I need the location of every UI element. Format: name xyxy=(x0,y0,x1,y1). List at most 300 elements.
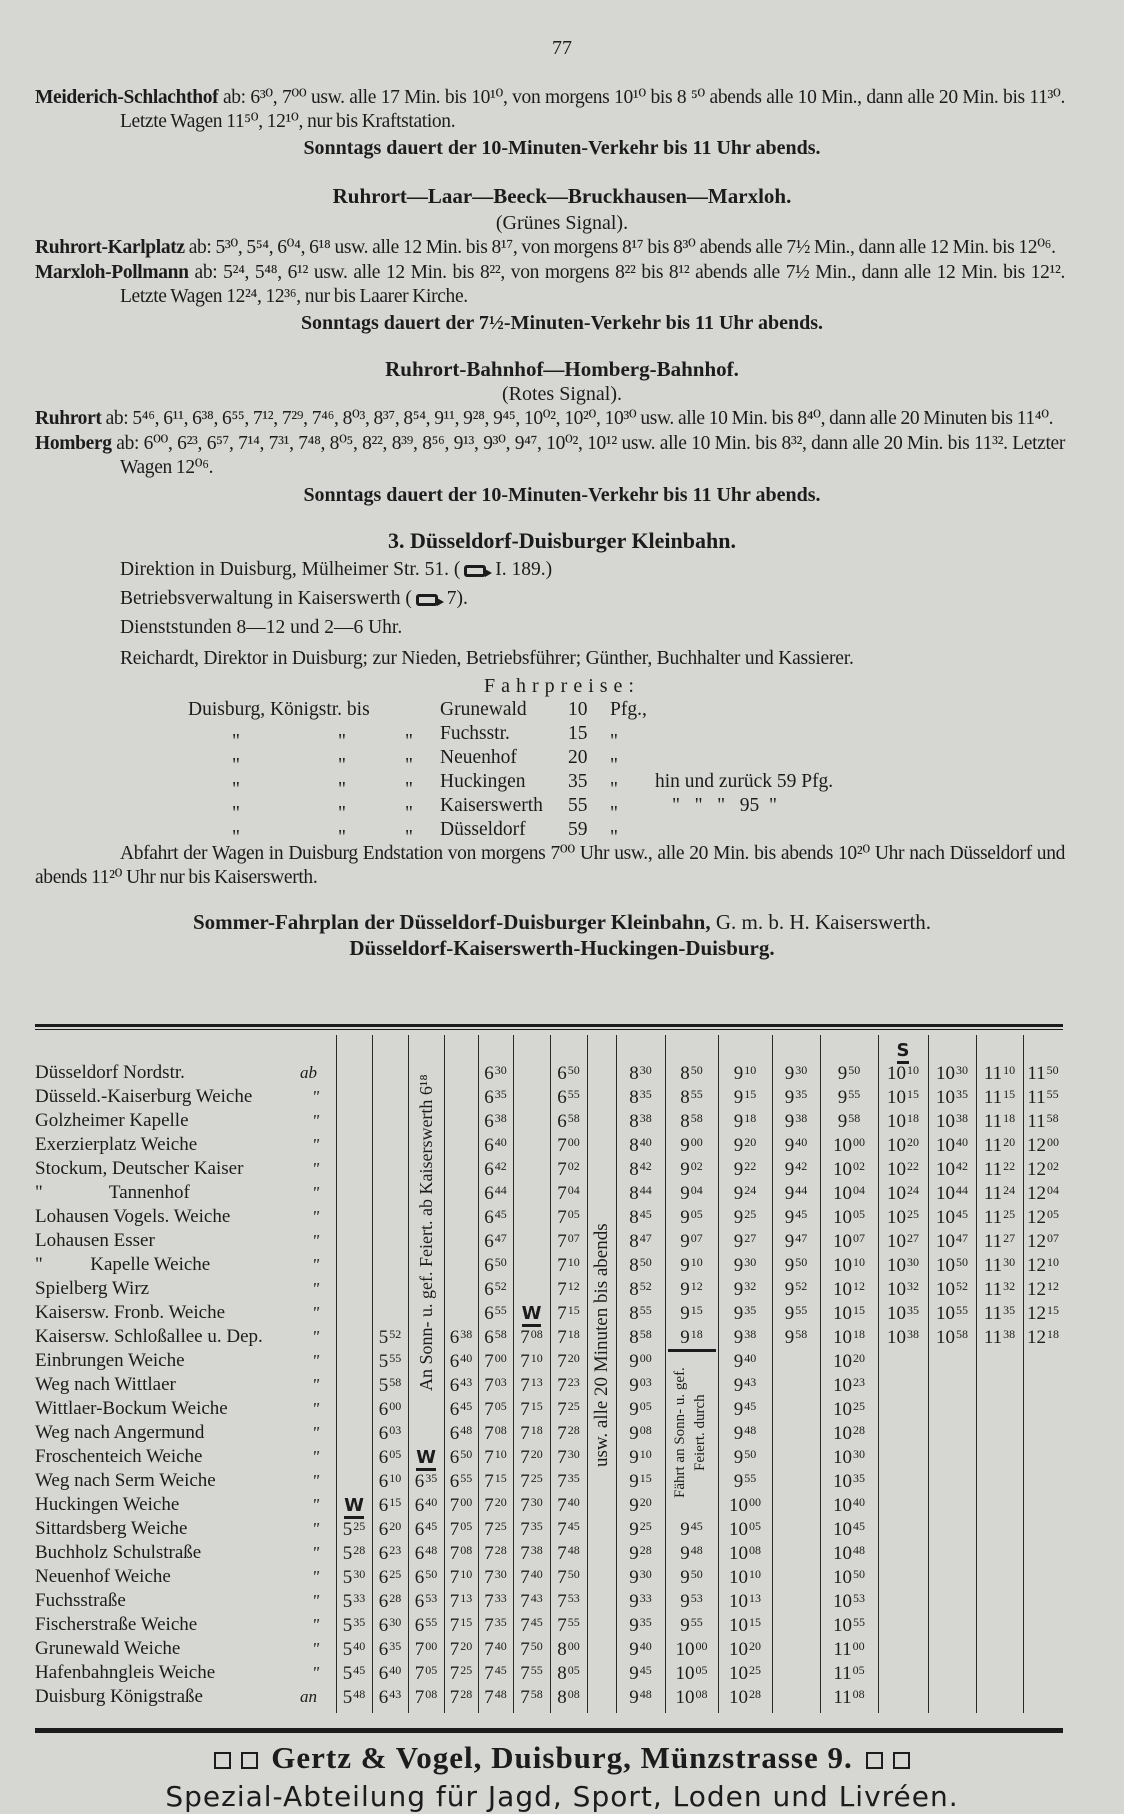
time-cell xyxy=(1023,1205,1063,1229)
time-hour: 6 xyxy=(414,1495,425,1516)
time-hour: 9 xyxy=(733,1399,744,1420)
time-minutes: 40 xyxy=(795,1135,808,1149)
time-hour: 7 xyxy=(520,1447,530,1468)
time-hour: 7 xyxy=(484,1399,494,1420)
time-hour: 9 xyxy=(733,1159,744,1180)
time-minutes: 45 xyxy=(690,1519,703,1533)
staff-line: Reichardt, Direktor in Duisburg; zur Nieden, Betriebsführer; Günther, Buchhalter und Kassierer. xyxy=(120,648,854,669)
time-minutes: 35 xyxy=(795,1087,808,1101)
time-minutes: 40 xyxy=(425,1495,438,1509)
time-cell xyxy=(665,1205,718,1229)
time-hour: 8 xyxy=(629,1183,639,1204)
time-cell xyxy=(976,1133,1023,1157)
time-hour: 9 xyxy=(629,1375,639,1396)
time-minutes: 05 xyxy=(853,1207,865,1221)
time-cell xyxy=(336,1661,372,1685)
time-hour: 7 xyxy=(557,1567,567,1588)
time-cell xyxy=(513,1445,550,1469)
time-minutes: 05 xyxy=(425,1663,438,1677)
time-cell xyxy=(718,1589,772,1613)
time-cell xyxy=(820,1253,878,1277)
time-cell xyxy=(616,1493,665,1517)
station-name: Kaisersw. Schloßallee u. Dep. xyxy=(35,1326,263,1347)
fare-destination: Fuchsstr. xyxy=(440,723,510,744)
station-mark: " xyxy=(312,1375,320,1394)
time-minutes: 18 xyxy=(690,1327,703,1341)
schedule-text: ab: 6³⁰, 7⁰⁰ usw. alle 17 Min. bis 10¹⁰, von morgens 10¹⁰ bis 8 ⁵⁰ abends alle 10 Min., dann alle 20 Min. bis 11³⁰. Letzte Wagen 11⁵⁰, 12¹⁰, nur bis Kraftstation. xyxy=(120,87,1065,132)
time-hour: 11 xyxy=(833,1639,852,1660)
time-minutes: 20 xyxy=(530,1447,543,1461)
time-minutes: 40 xyxy=(639,1135,652,1149)
time-hour: 8 xyxy=(629,1279,639,1300)
time-minutes: 55 xyxy=(690,1615,703,1629)
time-minutes: 50 xyxy=(853,1567,865,1581)
time-hour: 10 xyxy=(833,1135,852,1156)
text-section xyxy=(0,36,1124,960)
time-cell xyxy=(928,1085,976,1109)
time-hour: 7 xyxy=(557,1543,567,1564)
time-cell xyxy=(372,1661,408,1685)
time-minutes: 55 xyxy=(690,1087,703,1101)
time-cell xyxy=(444,1445,478,1469)
ditto-mark: " xyxy=(338,803,346,824)
time-minutes: 52 xyxy=(639,1279,652,1293)
time-minutes: 52 xyxy=(956,1279,968,1293)
time-cell xyxy=(478,1109,513,1133)
time-cell xyxy=(550,1589,587,1613)
time-minutes: 43 xyxy=(744,1375,757,1389)
time-minutes: 05 xyxy=(567,1663,580,1677)
time-hour: 7 xyxy=(557,1447,567,1468)
time-minutes: 25 xyxy=(530,1471,543,1485)
time-hour: 9 xyxy=(733,1207,744,1228)
time-minutes: 44 xyxy=(494,1183,507,1197)
station-mark: " xyxy=(312,1327,320,1346)
station-name: Kaisersw. Fronb. Weiche xyxy=(35,1302,226,1323)
time-minutes: 25 xyxy=(907,1207,919,1221)
time-cell xyxy=(444,1421,478,1445)
time-minutes: 48 xyxy=(425,1543,438,1557)
time-hour: 10 xyxy=(936,1279,955,1300)
time-cell xyxy=(878,1133,928,1157)
time-hour: 10 xyxy=(936,1327,955,1348)
time-hour: 7 xyxy=(484,1375,494,1396)
time-cell xyxy=(372,1685,408,1709)
time-minutes: 43 xyxy=(530,1591,543,1605)
time-hour: 7 xyxy=(449,1495,460,1516)
time-minutes: 35 xyxy=(567,1471,580,1485)
time-hour: 9 xyxy=(837,1087,848,1108)
station-mark: " xyxy=(312,1159,320,1178)
time-minutes: 28 xyxy=(353,1543,366,1557)
time-cell xyxy=(878,1061,928,1085)
time-hour: 5 xyxy=(342,1591,353,1612)
time-cell xyxy=(408,1469,444,1493)
time-hour: 9 xyxy=(629,1567,639,1588)
time-minutes: 44 xyxy=(639,1183,652,1197)
time-cell xyxy=(718,1277,772,1301)
time-minutes: 53 xyxy=(567,1591,580,1605)
station-mark: " xyxy=(312,1255,320,1274)
time-minutes: 32 xyxy=(907,1279,919,1293)
time-minutes: 30 xyxy=(1003,1255,1016,1269)
time-minutes: 00 xyxy=(425,1639,438,1653)
station-mark: " xyxy=(312,1111,320,1130)
time-cell xyxy=(478,1661,513,1685)
passes-box-border xyxy=(668,1349,716,1352)
time-cell xyxy=(513,1349,550,1373)
office-hours: Dienststunden 8—12 und 2—6 Uhr. xyxy=(120,617,403,638)
ditto-mark: " xyxy=(338,827,346,848)
time-hour: 6 xyxy=(378,1471,389,1492)
time-minutes: 45 xyxy=(494,1663,507,1677)
time-minutes: 38 xyxy=(494,1111,507,1125)
station-mark: " xyxy=(312,1567,320,1586)
time-minutes: 28 xyxy=(389,1591,402,1605)
marxloh-schedule xyxy=(35,261,1065,309)
time-minutes: 30 xyxy=(494,1567,507,1581)
time-hour: 10 xyxy=(833,1471,852,1492)
time-cell xyxy=(820,1445,878,1469)
time-cell xyxy=(878,1085,928,1109)
time-cell xyxy=(550,1517,587,1541)
station-name: " Kapelle Weiche xyxy=(35,1254,211,1275)
time-minutes: 40 xyxy=(494,1639,507,1653)
time-hour: 10 xyxy=(936,1159,955,1180)
time-hour: 9 xyxy=(784,1303,795,1324)
time-hour: 7 xyxy=(520,1519,530,1540)
phone-number: 7). xyxy=(446,588,468,609)
time-cell xyxy=(372,1421,408,1445)
time-minutes: 45 xyxy=(494,1207,507,1221)
time-cell xyxy=(1023,1277,1063,1301)
time-cell xyxy=(550,1637,587,1661)
time-minutes: 35 xyxy=(530,1519,543,1533)
fare-extra: " " " 95 " xyxy=(672,795,777,816)
time-minutes: 30 xyxy=(639,1567,652,1581)
time-cell xyxy=(976,1205,1023,1229)
time-hour: 7 xyxy=(557,1399,567,1420)
weekday-mark-text: W xyxy=(416,1447,436,1471)
time-minutes: 35 xyxy=(956,1087,968,1101)
time-minutes: 28 xyxy=(853,1423,865,1437)
time-hour: 7 xyxy=(520,1471,530,1492)
time-minutes: 22 xyxy=(744,1159,757,1173)
time-hour: 6 xyxy=(414,1519,425,1540)
time-hour: 10 xyxy=(936,1135,955,1156)
time-hour: 7 xyxy=(520,1399,530,1420)
time-cell xyxy=(513,1637,550,1661)
time-minutes: 53 xyxy=(690,1591,703,1605)
time-cell xyxy=(665,1109,718,1133)
time-hour: 9 xyxy=(784,1327,795,1348)
time-cell xyxy=(513,1373,550,1397)
time-minutes: 08 xyxy=(749,1543,761,1557)
station-name: Hafenbahngleis Weiche xyxy=(35,1662,216,1683)
time-cell xyxy=(513,1397,550,1421)
time-minutes: 10 xyxy=(639,1447,652,1461)
time-hour: 6 xyxy=(378,1615,389,1636)
time-hour: 9 xyxy=(733,1255,744,1276)
time-minutes: 58 xyxy=(494,1327,507,1341)
time-hour: 7 xyxy=(557,1495,567,1516)
time-cell xyxy=(408,1637,444,1661)
time-minutes: 23 xyxy=(853,1375,865,1389)
time-minutes: 30 xyxy=(567,1447,580,1461)
time-minutes: 08 xyxy=(425,1687,438,1701)
time-cell xyxy=(616,1277,665,1301)
time-cell xyxy=(820,1373,878,1397)
station-name: Wittlaer-Bockum Weiche xyxy=(35,1398,228,1419)
time-hour: 9 xyxy=(680,1567,690,1588)
time-cell xyxy=(820,1397,878,1421)
time-hour: 11 xyxy=(983,1159,1003,1180)
time-cell xyxy=(372,1517,408,1541)
time-minutes: 20 xyxy=(639,1495,652,1509)
time-hour: 10 xyxy=(887,1183,906,1204)
time-cell xyxy=(718,1085,772,1109)
time-hour: 7 xyxy=(484,1687,494,1708)
time-minutes: 04 xyxy=(1047,1183,1059,1197)
time-hour: 10 xyxy=(729,1687,748,1708)
time-cell xyxy=(718,1181,772,1205)
time-cell xyxy=(478,1181,513,1205)
time-minutes: 35 xyxy=(494,1615,507,1629)
time-cell xyxy=(718,1349,772,1373)
time-hour: 9 xyxy=(680,1543,690,1564)
time-hour: 9 xyxy=(733,1231,744,1252)
note-every-20-min: usw. alle 20 Minuten bis abends xyxy=(591,1223,612,1467)
time-minutes: 24 xyxy=(907,1183,919,1197)
square-ornament-icon xyxy=(893,1752,910,1769)
time-minutes: 02 xyxy=(567,1159,580,1173)
time-minutes: 10 xyxy=(460,1567,473,1581)
station-name: Lohausen Vogels. Weiche xyxy=(35,1206,231,1227)
time-hour: 9 xyxy=(784,1183,795,1204)
time-cell xyxy=(372,1373,408,1397)
station-mark: " xyxy=(312,1351,320,1370)
time-cell xyxy=(478,1565,513,1589)
time-hour: 9 xyxy=(680,1519,690,1540)
time-cell xyxy=(444,1469,478,1493)
time-cell xyxy=(665,1061,718,1085)
time-cell xyxy=(444,1325,478,1349)
time-minutes: 30 xyxy=(744,1255,757,1269)
time-cell xyxy=(820,1061,878,1085)
station-mark: " xyxy=(312,1591,320,1610)
time-cell xyxy=(1023,1085,1063,1109)
time-cell xyxy=(550,1373,587,1397)
time-cell xyxy=(616,1517,665,1541)
time-hour: 5 xyxy=(342,1639,353,1660)
time-minutes: 22 xyxy=(907,1159,919,1173)
time-cell xyxy=(878,1229,928,1253)
time-minutes: 35 xyxy=(1003,1303,1016,1317)
time-hour: 9 xyxy=(629,1615,639,1636)
time-hour: 9 xyxy=(629,1423,639,1444)
time-minutes: 07 xyxy=(690,1231,703,1245)
time-minutes: 48 xyxy=(744,1423,757,1437)
time-hour: 10 xyxy=(936,1087,955,1108)
time-cell xyxy=(928,1157,976,1181)
time-hour: 9 xyxy=(784,1255,795,1276)
time-minutes: 35 xyxy=(907,1303,919,1317)
time-minutes: 50 xyxy=(425,1567,438,1581)
time-hour: 7 xyxy=(449,1543,460,1564)
time-hour: 7 xyxy=(484,1447,494,1468)
time-hour: 9 xyxy=(680,1159,690,1180)
time-hour: 9 xyxy=(733,1111,744,1132)
time-minutes: 05 xyxy=(494,1399,507,1413)
time-minutes: 15 xyxy=(389,1495,402,1509)
time-cell xyxy=(550,1133,587,1157)
time-minutes: 00 xyxy=(853,1135,865,1149)
time-cell xyxy=(408,1685,444,1709)
time-cell xyxy=(976,1181,1023,1205)
time-minutes: 58 xyxy=(639,1327,652,1341)
time-cell xyxy=(616,1421,665,1445)
time-hour: 7 xyxy=(484,1351,494,1372)
time-hour: 9 xyxy=(629,1447,639,1468)
station-mark: " xyxy=(312,1087,320,1106)
time-cell xyxy=(665,1613,718,1637)
time-hour: 8 xyxy=(629,1231,639,1252)
time-cell xyxy=(478,1541,513,1565)
time-cell xyxy=(550,1685,587,1709)
time-cell xyxy=(878,1325,928,1349)
section-title-red: Ruhrort-Bahnhof—Homberg-Bahnhof. xyxy=(385,357,739,381)
time-hour: 10 xyxy=(729,1495,748,1516)
time-hour: 12 xyxy=(1027,1135,1046,1156)
time-cell xyxy=(665,1181,718,1205)
time-minutes: 12 xyxy=(690,1279,703,1293)
time-hour: 5 xyxy=(342,1519,353,1540)
time-hour: 11 xyxy=(833,1687,852,1708)
time-cell xyxy=(820,1637,878,1661)
time-hour: 6 xyxy=(484,1255,494,1276)
time-hour: 6 xyxy=(449,1423,460,1444)
time-hour: 10 xyxy=(833,1567,852,1588)
signal-red: (Rotes Signal). xyxy=(502,383,622,405)
time-hour: 6 xyxy=(449,1399,460,1420)
time-cell xyxy=(616,1157,665,1181)
time-hour: 8 xyxy=(629,1087,639,1108)
time-hour: 10 xyxy=(833,1279,852,1300)
time-minutes: 44 xyxy=(956,1183,968,1197)
time-cell xyxy=(616,1109,665,1133)
time-minutes: 28 xyxy=(567,1423,580,1437)
time-hour: 10 xyxy=(936,1255,955,1276)
time-hour: 7 xyxy=(520,1543,530,1564)
time-minutes: 05 xyxy=(389,1447,402,1461)
time-hour: 7 xyxy=(557,1231,567,1252)
time-cell xyxy=(513,1493,550,1517)
time-cell xyxy=(665,1229,718,1253)
fares-table xyxy=(0,698,1124,848)
time-minutes: 52 xyxy=(795,1279,808,1293)
time-minutes: 33 xyxy=(639,1591,652,1605)
time-hour: 9 xyxy=(680,1183,690,1204)
time-minutes: 45 xyxy=(460,1399,473,1413)
fare-price: 35 xyxy=(568,771,588,792)
time-cell xyxy=(478,1373,513,1397)
telephone-icon xyxy=(464,565,486,577)
time-minutes: 20 xyxy=(907,1135,919,1149)
time-minutes: 50 xyxy=(744,1447,757,1461)
time-cell xyxy=(444,1589,478,1613)
time-minutes: 50 xyxy=(690,1567,703,1581)
time-minutes: 35 xyxy=(425,1471,438,1485)
time-minutes: 38 xyxy=(907,1327,919,1341)
time-minutes: 10 xyxy=(389,1471,402,1485)
time-hour: 9 xyxy=(629,1663,639,1684)
time-cell xyxy=(878,1181,928,1205)
time-minutes: 33 xyxy=(353,1591,366,1605)
time-cell xyxy=(408,1517,444,1541)
time-cell xyxy=(372,1349,408,1373)
schedule-text: ab: 5³⁰, 5⁵⁴, 6⁰⁴, 6¹⁸ usw. alle 12 Min. bis 8¹⁷, von morgens 8¹⁷ bis 8³⁰ abends alle 7½ Min., dann alle 12 Min. bis 12⁰⁶. xyxy=(188,237,1056,258)
time-hour: 9 xyxy=(784,1063,795,1084)
time-cell xyxy=(550,1325,587,1349)
time-minutes: 47 xyxy=(956,1231,968,1245)
time-cell xyxy=(478,1589,513,1613)
time-hour: 7 xyxy=(557,1135,567,1156)
time-cell xyxy=(718,1373,772,1397)
time-minutes: 04 xyxy=(853,1183,865,1197)
time-hour: 5 xyxy=(378,1375,389,1396)
time-cell xyxy=(718,1061,772,1085)
time-minutes: 15 xyxy=(639,1471,652,1485)
time-cell xyxy=(550,1205,587,1229)
time-cell xyxy=(976,1109,1023,1133)
time-cell xyxy=(718,1541,772,1565)
time-hour: 10 xyxy=(833,1255,852,1276)
time-cell xyxy=(820,1205,878,1229)
time-cell xyxy=(616,1229,665,1253)
time-minutes: 53 xyxy=(425,1591,438,1605)
station-mark: " xyxy=(312,1207,320,1226)
time-cell xyxy=(718,1469,772,1493)
time-minutes: 24 xyxy=(744,1183,757,1197)
time-hour: 8 xyxy=(557,1639,567,1660)
time-hour: 9 xyxy=(784,1087,795,1108)
time-minutes: 50 xyxy=(795,1255,808,1269)
time-minutes: 44 xyxy=(795,1183,808,1197)
time-minutes: 42 xyxy=(795,1159,808,1173)
time-hour: 7 xyxy=(484,1471,494,1492)
time-cell xyxy=(444,1565,478,1589)
fare-unit: Pfg., xyxy=(610,699,647,720)
time-hour: 6 xyxy=(378,1423,389,1444)
time-minutes: 35 xyxy=(639,1615,652,1629)
time-hour: 6 xyxy=(449,1327,460,1348)
time-hour: 7 xyxy=(557,1423,567,1444)
time-hour: 8 xyxy=(629,1159,639,1180)
time-minutes: 20 xyxy=(749,1639,761,1653)
time-minutes: 07 xyxy=(1047,1231,1059,1245)
time-minutes: 27 xyxy=(1003,1231,1016,1245)
fares-title: Fahrpreise: xyxy=(484,675,640,697)
time-hour: 9 xyxy=(784,1279,795,1300)
time-minutes: 48 xyxy=(639,1687,652,1701)
time-hour: 7 xyxy=(520,1495,530,1516)
time-hour: 6 xyxy=(378,1519,389,1540)
time-cell xyxy=(408,1589,444,1613)
time-cell xyxy=(718,1133,772,1157)
time-hour: 10 xyxy=(729,1591,748,1612)
time-hour: 9 xyxy=(629,1495,639,1516)
time-cell xyxy=(665,1541,718,1565)
